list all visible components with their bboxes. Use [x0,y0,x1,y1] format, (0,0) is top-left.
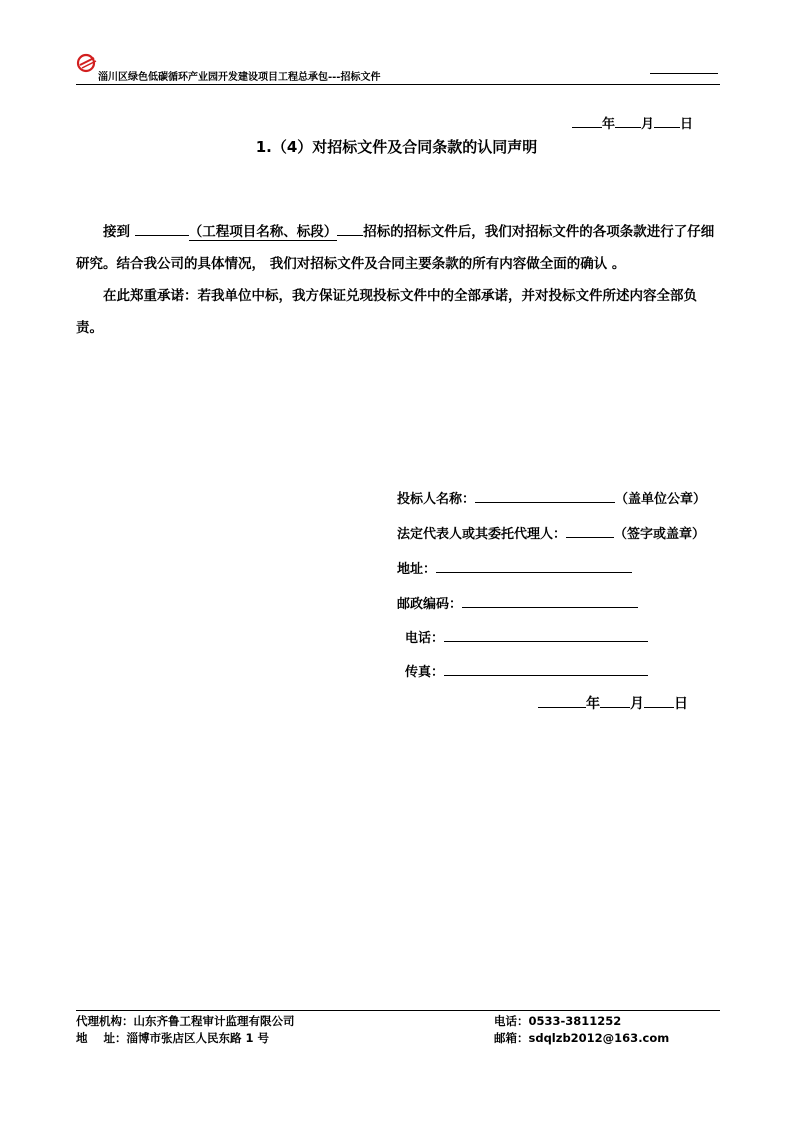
receipt-rest: 招标的招标文件后，我们对招标文件的各项条款进行了仔细研究。结合我公司的具体情况， 我们对招标文件及合同主要条款的所有内容做全面的确认 。 [76,224,715,272]
header-title: 淄川区绿色低碳循环产业园开发建设项目工程总承包---招标文件 [98,72,381,83]
phone-label: 电话： [405,631,445,646]
date-day-label: 日 [680,117,694,132]
footer-agency-value: 山东齐鲁工程审计监理有限公司 [133,1014,295,1028]
footer-agency-label: 代理机构： [76,1014,134,1028]
phone-field[interactable] [444,627,648,642]
address-field[interactable] [436,558,632,573]
page-title: 1.（4）对招标文件及合同条款的认同声明 [255,138,538,156]
footer-phone-label: 电话： [494,1014,529,1028]
representative-sign-note: （签字或盖章） [614,527,706,542]
company-logo-icon [76,52,98,74]
bottom-date-year-label: 年 [586,696,600,712]
date-month-label: 月 [641,117,655,132]
top-date [572,113,693,132]
postcode-field[interactable] [462,593,638,608]
header-rule [76,84,720,85]
postcode-label: 邮政编码： [397,597,463,612]
address-row [397,558,632,577]
bidder-seal-note: （盖单位公章） [615,492,707,507]
footer-address [76,1030,269,1046]
footer-phone [494,1013,621,1029]
footer-email-value: sdqlzb2012@163.com [528,1031,670,1045]
footer-email [494,1030,669,1046]
footer-phone-value: 0533-3811252 [528,1014,622,1028]
fax-field[interactable] [444,661,648,676]
project-name-placeholder: （工程项目名称、标段） [188,224,338,240]
representative-row [397,523,705,542]
receipt-start: 接到 [103,224,130,240]
paragraph-commitment [76,280,716,344]
header-right-line [650,73,718,74]
bidder-name-label: 投标人名称： [397,492,476,507]
bidder-name-row [397,488,706,507]
fax-row [405,661,648,680]
fax-label: 传真： [405,665,445,680]
footer-address-value: 淄博市张店区人民东路 1 号 [126,1031,270,1045]
representative-label: 法定代表人或其委托代理人： [397,527,567,542]
footer-address-label: 地 址： [76,1031,127,1045]
bottom-date-month-label: 月 [630,696,644,712]
postcode-row [397,593,638,612]
footer-agency [76,1013,295,1029]
address-label: 地址： [397,562,437,577]
footer-rule [76,1010,720,1011]
phone-row [405,627,648,646]
bottom-date-day-label: 日 [674,696,688,712]
representative-field[interactable] [566,523,614,538]
footer-email-label: 邮箱： [494,1031,529,1045]
paragraph-receipt [76,216,716,280]
date-year-label: 年 [602,117,616,132]
commitment-text: 在此郑重承诺：若我单位中标，我方保证兑现投标文件中的全部承诺，并对投标文件所述内容全部负责。 [76,288,697,336]
bottom-date [538,693,688,713]
bidder-name-field[interactable] [475,488,615,503]
